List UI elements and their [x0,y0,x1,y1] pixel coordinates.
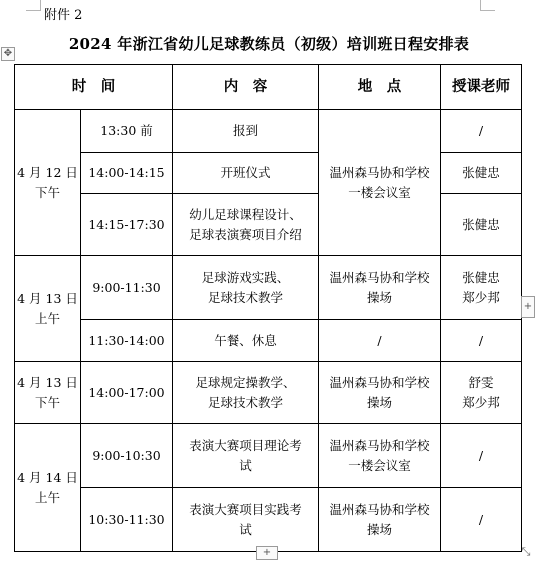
teacher-name: / [478,447,484,463]
location-line: 一楼会议室 [348,184,411,200]
teacher-name: 张健忠 [462,165,500,181]
location-cell [319,320,441,362]
content-line: 足球技术教学 [207,289,283,305]
teacher-cell [441,153,522,194]
time-cell: 9:00-11:30 [81,256,173,320]
content-cell [173,194,319,256]
session-period: 下午 [34,394,60,410]
content-cell [173,320,319,362]
session-period: 上午 [34,310,60,326]
location-line: 温州森马协和学校 [329,165,430,181]
teacher-name: 张健忠 [462,270,500,286]
location-line: 温州森马协和学校 [329,438,430,454]
content-line: 幼儿足球课程设计、 [189,207,302,223]
teacher-name: / [478,123,484,139]
table-move-handle-icon[interactable]: ✥ [1,47,15,61]
content-line: 报到 [232,123,258,139]
content-line: 表演大赛项目理论考 [189,438,302,454]
teacher-cell [441,362,522,424]
teacher-cell [441,194,522,256]
location-line: 操场 [366,394,392,410]
add-column-icon[interactable]: + [521,296,535,318]
content-line: 足球规定操教学、 [195,375,296,391]
time-cell: 13:30 前 [81,110,173,153]
table-row [15,110,522,153]
header-location: 地 点 [319,65,441,110]
teacher-name: / [478,332,484,348]
time-cell: 9:00-10:30 [81,424,173,488]
teacher-cell [441,110,522,153]
table-header-row [15,65,522,110]
session-date: 4 月 14 日 [17,470,78,486]
teacher-cell [441,256,522,320]
content-cell [173,424,319,488]
time-cell: 14:00-17:00 [81,362,173,424]
content-line: 足球表演赛项目介绍 [189,226,302,242]
location-line: 一楼会议室 [348,457,411,473]
teacher-name: 郑少邦 [462,394,500,410]
content-cell [173,362,319,424]
teacher-cell [441,320,522,362]
teacher-name: / [478,511,484,527]
header-content: 内 容 [173,65,319,110]
location-line: 温州森马协和学校 [329,502,430,518]
crop-mark-top-right [480,0,495,11]
session-period: 上午 [34,489,60,505]
session-date-cell [15,424,81,552]
table-row [15,256,522,320]
location-line: 温州森马协和学校 [329,270,430,286]
content-line: 足球技术教学 [207,394,283,410]
crop-mark-top-left [26,0,41,11]
teacher-name: 张健忠 [462,216,500,232]
document-title: 2024 年浙江省幼儿足球教练员（初级）培训班日程安排表 [68,35,470,53]
content-cell [173,488,319,552]
content-cell [173,110,319,153]
attachment-label: 附件 2 [44,8,83,23]
table-row [15,424,522,488]
session-date: 4 月 13 日 [17,375,78,391]
session-date: 4 月 12 日 [17,165,78,181]
session-date-cell [15,362,81,424]
teacher-name: 舒雯 [468,375,494,391]
schedule-table [14,64,522,552]
location-line: 操场 [366,521,392,537]
time-cell: 10:30-11:30 [81,488,173,552]
table-row [15,153,522,194]
location-line: / [377,332,382,348]
location-cell [319,110,441,256]
content-line: 午餐、休息 [214,332,277,348]
time-cell: 14:15-17:30 [81,194,173,256]
location-cell [319,488,441,552]
table-row [15,194,522,256]
table-row [15,320,522,362]
session-date-cell [15,256,81,362]
location-line: 温州森马协和学校 [329,375,430,391]
content-line: 试 [239,521,252,537]
teacher-cell [441,488,522,552]
location-cell [319,362,441,424]
location-line: 操场 [366,289,392,305]
session-period: 下午 [34,184,60,200]
session-date-cell [15,110,81,256]
location-cell [319,424,441,488]
content-line: 足球游戏实践、 [201,270,290,286]
teacher-cell [441,424,522,488]
table-row [15,362,522,424]
add-row-icon[interactable]: + [256,546,278,560]
table-row [15,488,522,552]
session-date: 4 月 13 日 [17,291,78,307]
content-line: 表演大赛项目实践考 [189,502,302,518]
content-cell [173,256,319,320]
teacher-name: 郑少邦 [462,289,500,305]
time-cell: 11:30-14:00 [81,320,173,362]
content-line: 开班仪式 [220,165,271,181]
header-teacher: 授课老师 [441,65,522,110]
location-cell [319,256,441,320]
time-cell: 14:00-14:15 [81,153,173,194]
table-resize-handle-icon[interactable]: ⤡ [521,545,531,558]
content-line: 试 [239,457,252,473]
content-cell [173,153,319,194]
header-time: 时 间 [15,65,173,110]
